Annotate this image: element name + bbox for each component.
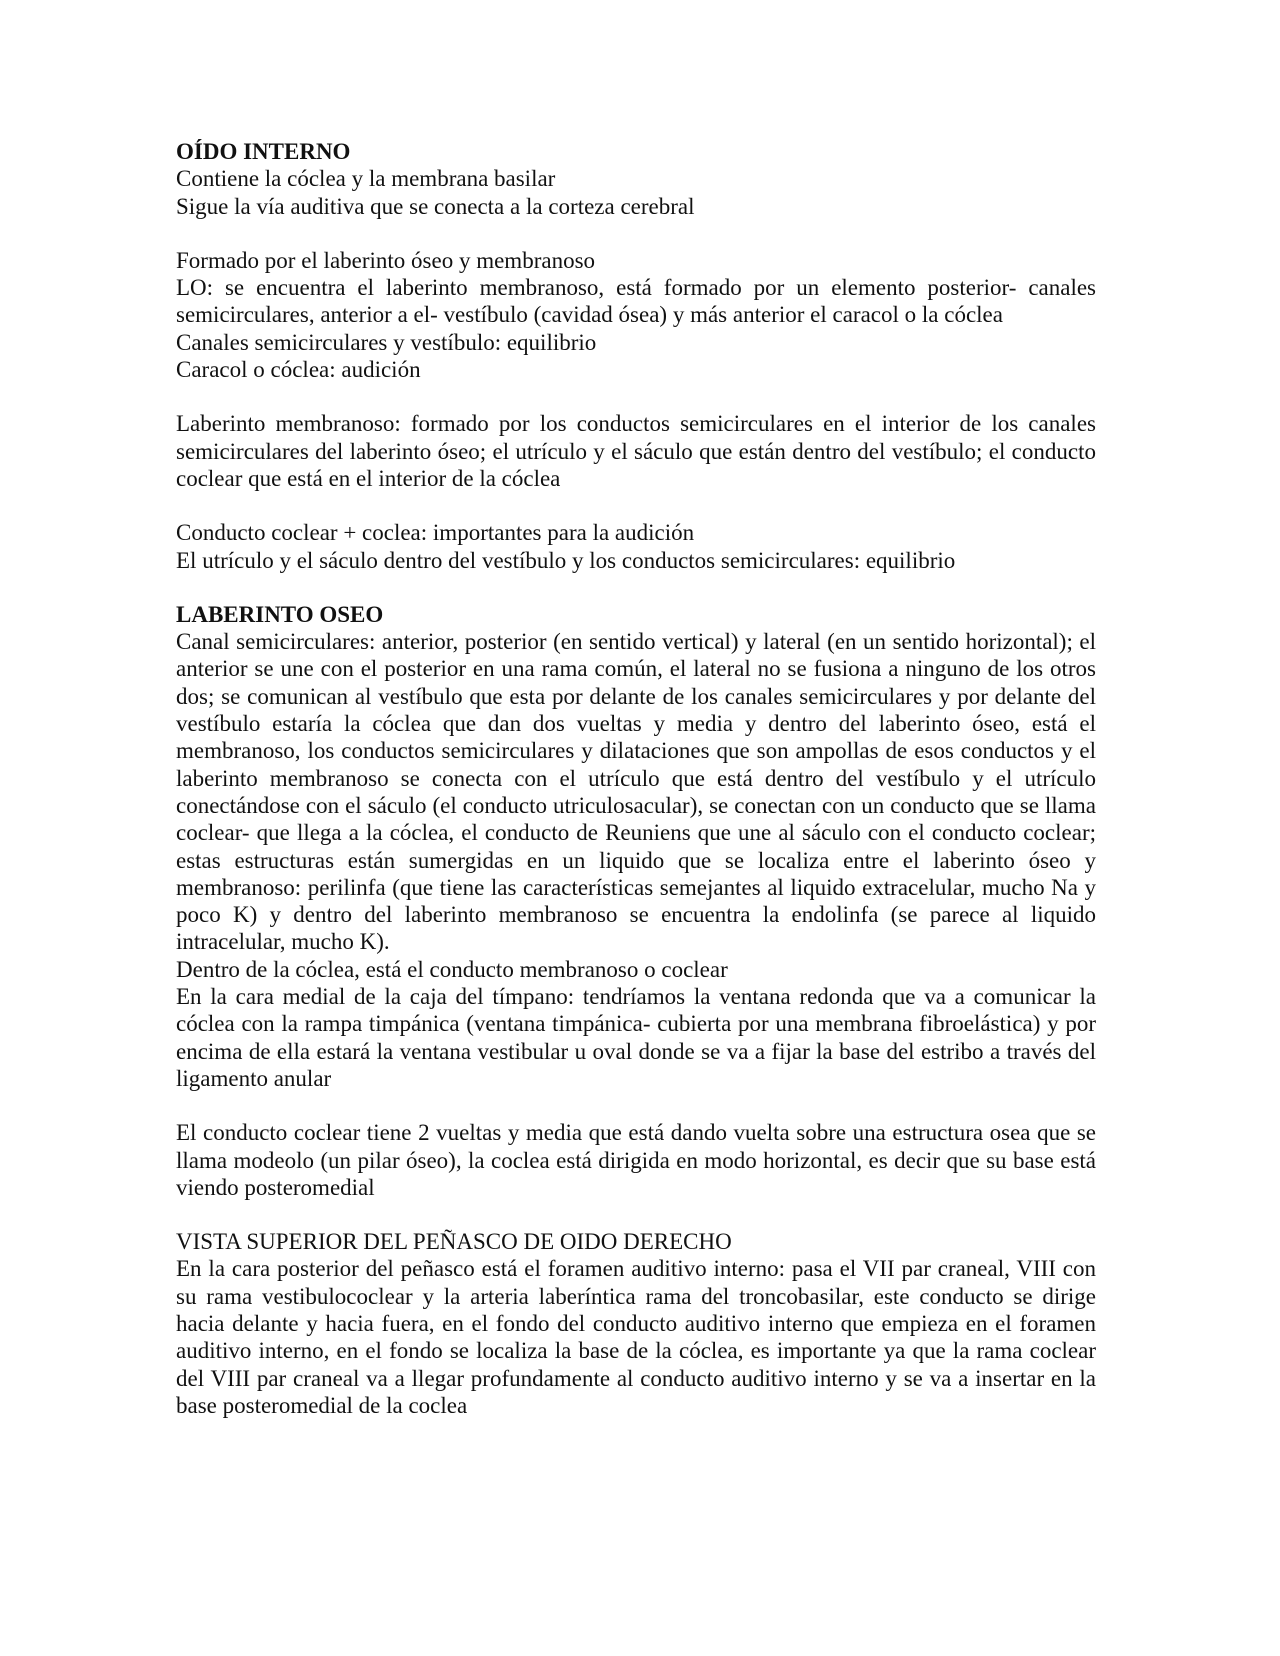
paragraph-conducto-coclear: El conducto coclear tiene 2 vueltas y media que está dando vuelta sobre una estructura osea que se llama modeolo (un pilar óseo), la coclea está dirigida en modo horizontal, es decir que su base está viendo posteromedial — [176, 1120, 1096, 1200]
text-line: Sigue la vía auditiva que se conecta a la corteza cerebral — [176, 193, 695, 219]
heading-laberinto-oseo: LABERINTO OSEO — [176, 601, 384, 627]
paragraph-gap — [176, 1201, 1096, 1228]
text-line: Caracol o cóclea: audición — [176, 357, 421, 383]
paragraph-laberinto-membranoso: Laberinto membranoso: formado por los conductos semicirculares en el interior de los canales semicirculares del laberinto óseo; el utrículo y el sáculo que están dentro del vestíbulo; el conducto coclear que está en el interior de la cóclea — [176, 411, 1096, 491]
text-line: Canales semicirculares y vestíbulo: equilibrio — [176, 329, 597, 355]
heading-oido-interno: OÍDO INTERNO — [176, 139, 351, 164]
paragraph-gap — [176, 383, 1096, 410]
text-line: Conducto coclear + coclea: importantes para la audición — [176, 520, 695, 546]
paragraph-cara-medial: En la cara medial de la caja del tímpano: tendríamos la ventana redonda que va a comunicar la cóclea con la rampa timpánica (ventana timpánica- cubierta por una membrana fibroelástica) y por encima de ella estará la ventana vestibular u oval donde se va a fijar la base del estribo a través del ligamento anular — [176, 984, 1096, 1091]
paragraph-gap — [176, 492, 1096, 519]
text-line: Dentro de la cóclea, está el conducto membranoso o coclear — [176, 956, 728, 982]
paragraph-cara-posterior: En la cara posterior del peñasco está el foramen auditivo interno: pasa el VII par craneal, VIII con su rama vestibulococlear y la arteria laberíntica rama del troncobasilar, este conducto se dirige hacia delante y hacia fuera, en el fondo del conducto auditivo interno que empieza en el foramen auditivo interno, en el fondo se localiza la base de la cóclea, es importante ya que la rama coclear del VIII par craneal va a llegar profundamente al conducto auditivo interno y se va a insertar en la base posteromedial de la coclea — [176, 1256, 1096, 1418]
text-line: Contiene la cóclea y la membrana basilar — [176, 166, 556, 192]
paragraph-lo: LO: se encuentra el laberinto membranoso, está formado por un elemento posterior- canales semicirculares, anterior a el- vestíbulo (cavidad ósea) y más anterior el caracol o la cóclea — [176, 275, 1096, 328]
paragraph-gap — [176, 220, 1096, 247]
text-line: Formado por el laberinto óseo y membranoso — [176, 247, 596, 273]
document-page — [176, 138, 1096, 1419]
paragraph-gap — [176, 574, 1096, 601]
paragraph-gap — [176, 1092, 1096, 1119]
heading-vista-superior: VISTA SUPERIOR DEL PEÑASCO DE OIDO DERECHO — [176, 1229, 732, 1255]
text-line: El utrículo y el sáculo dentro del vestíbulo y los conductos semicirculares: equilibrio — [176, 547, 956, 573]
paragraph-canales-semicirculares: Canal semicirculares: anterior, posterior (en sentido vertical) y lateral (en un sentido horizontal); el anterior se une con el posterior en una rama común, el lateral no se fusiona a ninguno de los otros dos; se comunican al vestíbulo que esta por delante de los canales semicirculares y por delante del vestíbulo estaría la cóclea que dan dos vueltas y media y dentro del laberinto óseo, está el membranoso, los conductos semicirculares y dilataciones que son ampollas de esos conductos y el laberinto membranoso se conecta con el utrículo que está dentro del vestíbulo y el utrículo conectándose con el sáculo (el conducto utriculosacular), se conectan con un conducto que se llama coclear- que llega a la cóclea, el conducto de Reuniens que une al sáculo con el conducto coclear; estas estructuras están sumergidas en un liquido que se localiza entre el laberinto óseo y membranoso: perilinfa (que tiene las características semejantes al liquido extracelular, mucho Na y poco K) y dentro del laberinto membranoso se encuentra la endolinfa (se parece al liquido intracelular, mucho K). — [176, 629, 1096, 955]
